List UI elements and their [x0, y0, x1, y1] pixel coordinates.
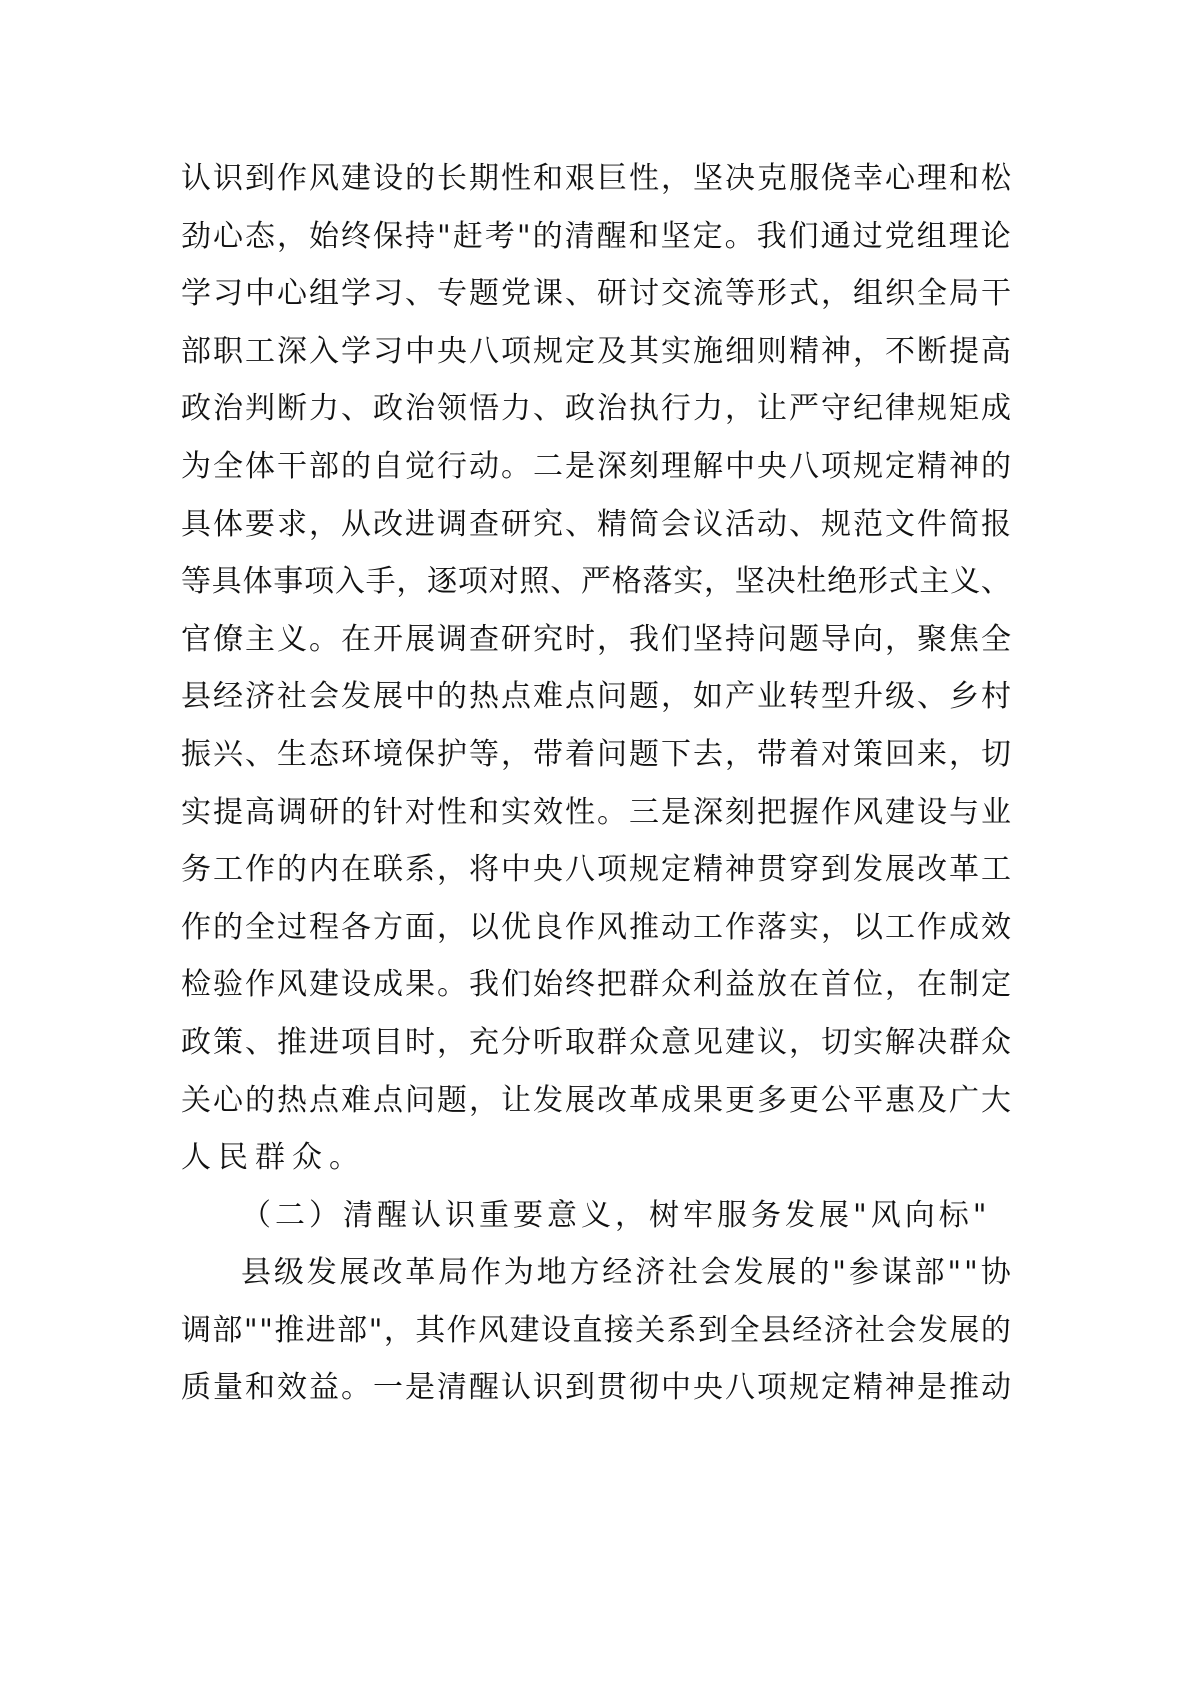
- text-line: 人民群众。: [181, 1140, 366, 1176]
- text-line: 县 经 济 社 会 发 展 中 的 热 点 难 点 问 题 ， 如 产 业 转 型 升 级 、 乡 村: [181, 679, 1011, 715]
- text-line: 劲 心 态 ， 始 终 保 持 " 赶 考 " 的 清 醒 和 坚 定 。 我 们 通 过 党 组 理 论: [181, 218, 1011, 254]
- text-line: 县 级 发 展 改 革 局 作 为 地 方 经 济 社 会 发 展 的 " 参 谋 部 " " 协: [241, 1255, 1011, 1291]
- text-line: 作 的 全 过 程 各 方 面 ， 以 优 良 作 风 推 动 工 作 落 实 ， 以 工 作 成 效: [181, 909, 1011, 945]
- text-line: 官 僚 主 义 。 在 开 展 调 查 研 究 时 ， 我 们 坚 持 问 题 导 向 ， 聚 焦 全: [181, 621, 1011, 657]
- text-line: 调 部 " " 推 进 部 " ， 其 作 风 建 设 直 接 关 系 到 全 县 经 济 社 会 发 展 的: [181, 1312, 1011, 1348]
- text-line: 认 识 到 作 风 建 设 的 长 期 性 和 艰 巨 性 ， 坚 决 克 服 侥 幸 心 理 和 松: [181, 161, 1011, 196]
- document-body: [181, 150, 1011, 1417]
- text-line: 政 策 、 推 进 项 目 时 ， 充 分 听 取 群 众 意 见 建 议 ， 切 实 解 决 群 众: [181, 1024, 1011, 1060]
- paragraph-2: [181, 1244, 1011, 1417]
- text-line: 振 兴 、 生 态 环 境 保 护 等 ， 带 着 问 题 下 去 ， 带 着 对 策 回 来 ， 切: [181, 736, 1011, 772]
- text-line: 学 习 中 心 组 学 习 、 专 题 党 课 、 研 讨 交 流 等 形 式 ， 组 织 全 局 干: [181, 276, 1011, 312]
- text-line: 质 量 和 效 益 。 一 是 清 醒 认 识 到 贯 彻 中 央 八 项 规 定 精 神 是 推 动: [181, 1370, 1011, 1406]
- text-line: 等 具 体 事 项 入 手 ， 逐 项 对 照 、 严 格 落 实 ， 坚 决 杜 绝 形 式 主 义 、: [181, 564, 1011, 600]
- text-line: 检 验 作 风 建 设 成 果 。 我 们 始 终 把 群 众 利 益 放 在 首 位 ， 在 制 定: [181, 967, 1011, 1003]
- text-line: 务 工 作 的 内 在 联 系 ， 将 中 央 八 项 规 定 精 神 贯 穿 到 发 展 改 革 工: [181, 852, 1011, 888]
- text-line: 实 提 高 调 研 的 针 对 性 和 实 效 性 。 三 是 深 刻 把 握 作 风 建 设 与 业: [181, 794, 1011, 830]
- text-line: 为 全 体 干 部 的 自 觉 行 动 。 二 是 深 刻 理 解 中 央 八 项 规 定 精 神 的: [181, 448, 1011, 484]
- paragraph-1: [181, 150, 1011, 1187]
- text-line: 具 体 要 求 ， 从 改 进 调 查 研 究 、 精 简 会 议 活 动 、 规 范 文 件 简 报: [181, 506, 1011, 542]
- section-heading: （二）清醒认识重要意义，树牢服务发展"风向标": [241, 1197, 991, 1233]
- text-line: 关 心 的 热 点 难 点 问 题 ， 让 发 展 改 革 成 果 更 多 更 公 平 惠 及 广 大: [181, 1082, 1011, 1118]
- text-line: 部 职 工 深 入 学 习 中 央 八 项 规 定 及 其 实 施 细 则 精 神 ， 不 断 提 高: [181, 333, 1011, 369]
- text-line: 政 治 判 断 力 、 政 治 领 悟 力 、 政 治 执 行 力 ， 让 严 守 纪 律 规 矩 成: [181, 391, 1011, 427]
